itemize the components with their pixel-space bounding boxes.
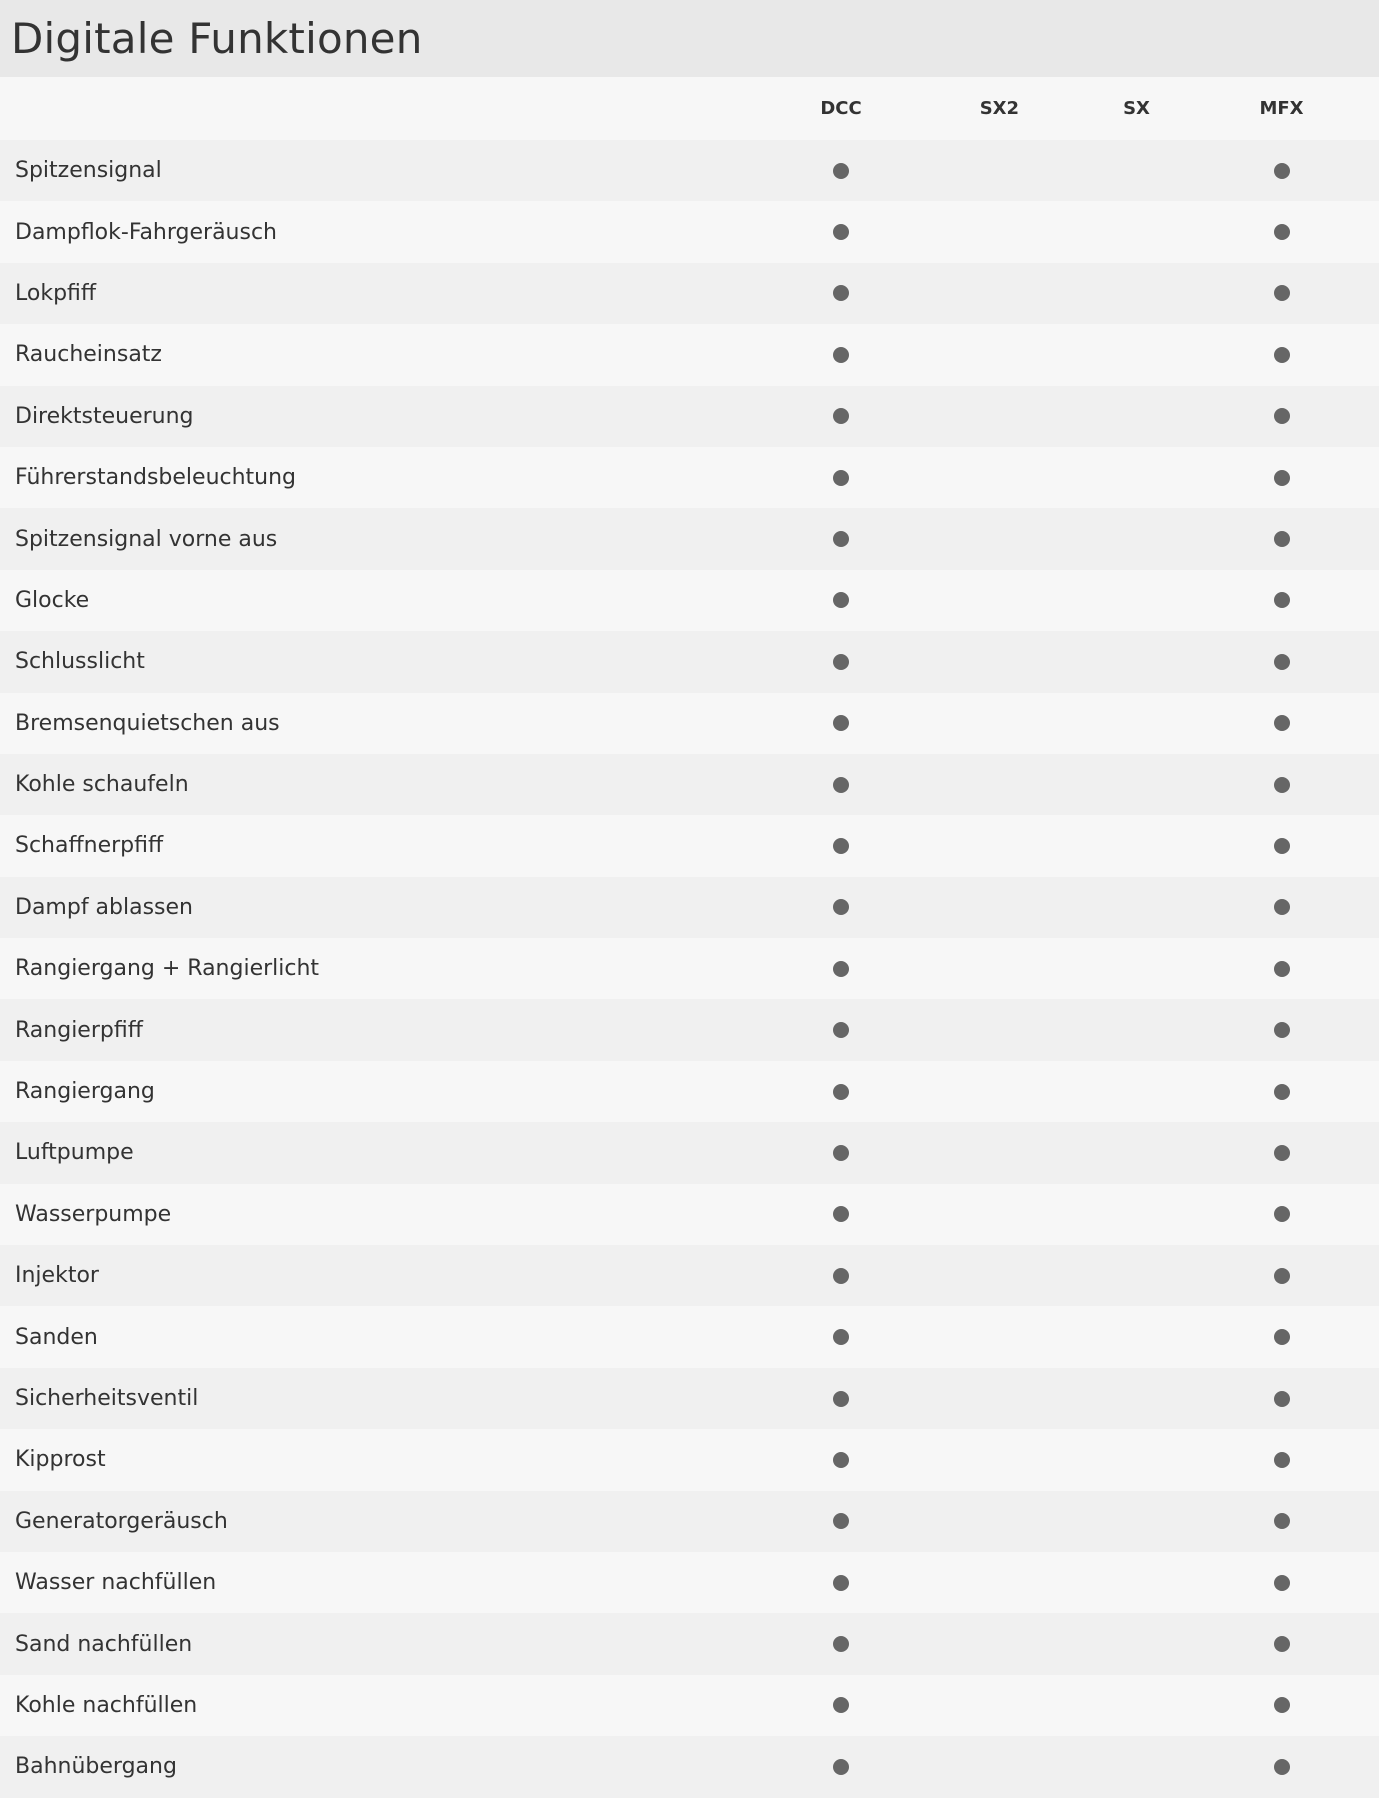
function-label: Schlusslicht bbox=[15, 649, 145, 675]
supported-dot-icon bbox=[833, 1206, 849, 1222]
support-cell-mfx bbox=[1184, 1084, 1379, 1100]
support-cell-dcc bbox=[772, 470, 910, 486]
table-row bbox=[0, 938, 1379, 999]
supported-dot-icon bbox=[833, 899, 849, 915]
supported-dot-icon bbox=[1274, 1575, 1290, 1591]
supported-dot-icon bbox=[833, 838, 849, 854]
supported-dot-icon bbox=[1274, 1268, 1290, 1284]
table-row bbox=[0, 815, 1379, 876]
support-cell-dcc bbox=[772, 899, 910, 915]
supported-dot-icon bbox=[833, 592, 849, 608]
table-row bbox=[0, 1491, 1379, 1552]
support-cell-mfx bbox=[1184, 1636, 1379, 1652]
function-label: Sand nachfüllen bbox=[15, 1631, 193, 1657]
supported-dot-icon bbox=[1274, 838, 1290, 854]
support-cell-mfx bbox=[1184, 654, 1379, 670]
function-label: Glocke bbox=[15, 587, 90, 613]
support-cell-dcc bbox=[772, 1268, 910, 1284]
function-label: Rangiergang + Rangierlicht bbox=[15, 956, 320, 982]
support-cell-mfx bbox=[1184, 1697, 1379, 1713]
table-row bbox=[0, 754, 1379, 815]
table-row bbox=[0, 1368, 1379, 1429]
table-header-row bbox=[0, 77, 1379, 140]
supported-dot-icon bbox=[1274, 1636, 1290, 1652]
table-row bbox=[0, 201, 1379, 262]
supported-dot-icon bbox=[833, 777, 849, 793]
support-cell-mfx bbox=[1184, 592, 1379, 608]
supported-dot-icon bbox=[1274, 961, 1290, 977]
supported-dot-icon bbox=[1274, 347, 1290, 363]
supported-dot-icon bbox=[1274, 224, 1290, 240]
supported-dot-icon bbox=[1274, 654, 1290, 670]
support-cell-mfx bbox=[1184, 777, 1379, 793]
table-row bbox=[0, 1736, 1379, 1797]
support-cell-mfx bbox=[1184, 1268, 1379, 1284]
function-label: Bahnübergang bbox=[15, 1754, 177, 1780]
supported-dot-icon bbox=[833, 654, 849, 670]
support-cell-mfx bbox=[1184, 347, 1379, 363]
function-label: Luftpumpe bbox=[15, 1140, 134, 1166]
supported-dot-icon bbox=[833, 1697, 849, 1713]
support-cell-dcc bbox=[772, 1206, 910, 1222]
support-cell-dcc bbox=[772, 1636, 910, 1652]
support-cell-mfx bbox=[1184, 408, 1379, 424]
supported-dot-icon bbox=[1274, 285, 1290, 301]
support-cell-dcc bbox=[772, 347, 910, 363]
support-cell-dcc bbox=[772, 1329, 910, 1345]
column-header-dcc: DCC bbox=[820, 98, 862, 119]
function-label: Rangiergang bbox=[15, 1079, 155, 1105]
supported-dot-icon bbox=[833, 1329, 849, 1345]
support-cell-mfx bbox=[1184, 1329, 1379, 1345]
support-cell-mfx bbox=[1184, 285, 1379, 301]
supported-dot-icon bbox=[833, 715, 849, 731]
table-row bbox=[0, 1306, 1379, 1367]
function-label: Dampf ablassen bbox=[15, 894, 193, 920]
function-label: Kohle nachfüllen bbox=[15, 1692, 198, 1718]
column-header-sx: SX bbox=[1123, 98, 1150, 119]
supported-dot-icon bbox=[833, 1145, 849, 1161]
support-cell-dcc bbox=[772, 715, 910, 731]
support-cell-mfx bbox=[1184, 1391, 1379, 1407]
supported-dot-icon bbox=[1274, 899, 1290, 915]
section-header bbox=[0, 0, 1379, 77]
function-label: Wasserpumpe bbox=[15, 1201, 172, 1227]
function-label: Raucheinsatz bbox=[15, 342, 162, 368]
support-cell-mfx bbox=[1184, 961, 1379, 977]
support-cell-dcc bbox=[772, 531, 910, 547]
support-cell-mfx bbox=[1184, 1759, 1379, 1775]
supported-dot-icon bbox=[833, 470, 849, 486]
function-label: Lokpfiff bbox=[15, 280, 97, 306]
table-row bbox=[0, 999, 1379, 1060]
support-cell-dcc bbox=[772, 408, 910, 424]
supported-dot-icon bbox=[833, 1759, 849, 1775]
support-cell-mfx bbox=[1184, 1022, 1379, 1038]
table-row bbox=[0, 1245, 1379, 1306]
supported-dot-icon bbox=[833, 285, 849, 301]
functions-table bbox=[0, 77, 1379, 1798]
column-header-mfx: MFX bbox=[1259, 98, 1304, 119]
table-body bbox=[0, 140, 1379, 1798]
support-cell-mfx bbox=[1184, 1206, 1379, 1222]
supported-dot-icon bbox=[833, 1022, 849, 1038]
supported-dot-icon bbox=[1274, 1759, 1290, 1775]
function-label: Spitzensignal vorne aus bbox=[15, 526, 278, 552]
supported-dot-icon bbox=[833, 408, 849, 424]
table-row bbox=[0, 570, 1379, 631]
table-row bbox=[0, 877, 1379, 938]
function-label: Schaffnerpfiff bbox=[15, 833, 164, 859]
supported-dot-icon bbox=[833, 531, 849, 547]
support-cell-dcc bbox=[772, 285, 910, 301]
support-cell-dcc bbox=[772, 1759, 910, 1775]
table-row bbox=[0, 1429, 1379, 1490]
supported-dot-icon bbox=[1274, 1206, 1290, 1222]
supported-dot-icon bbox=[1274, 1084, 1290, 1100]
table-row bbox=[0, 447, 1379, 508]
support-cell-dcc bbox=[772, 1084, 910, 1100]
function-label: Injektor bbox=[15, 1263, 99, 1289]
supported-dot-icon bbox=[1274, 1329, 1290, 1345]
support-cell-mfx bbox=[1184, 1575, 1379, 1591]
support-cell-dcc bbox=[772, 1513, 910, 1529]
supported-dot-icon bbox=[1274, 408, 1290, 424]
function-label: Dampflok-Fahrgeräusch bbox=[15, 219, 278, 245]
support-cell-dcc bbox=[772, 1452, 910, 1468]
function-label: Direktsteuerung bbox=[15, 403, 194, 429]
table-row bbox=[0, 1122, 1379, 1183]
supported-dot-icon bbox=[833, 347, 849, 363]
page-title: Digitale Funktionen bbox=[11, 14, 423, 63]
table-row bbox=[0, 631, 1379, 692]
supported-dot-icon bbox=[833, 1636, 849, 1652]
supported-dot-icon bbox=[833, 224, 849, 240]
function-label: Sanden bbox=[15, 1324, 98, 1350]
support-cell-dcc bbox=[772, 838, 910, 854]
support-cell-mfx bbox=[1184, 899, 1379, 915]
support-cell-dcc bbox=[772, 777, 910, 793]
table-row bbox=[0, 1552, 1379, 1613]
function-label: Generatorgeräusch bbox=[15, 1508, 228, 1534]
supported-dot-icon bbox=[1274, 1452, 1290, 1468]
support-cell-dcc bbox=[772, 1575, 910, 1591]
supported-dot-icon bbox=[1274, 715, 1290, 731]
support-cell-dcc bbox=[772, 1391, 910, 1407]
table-row bbox=[0, 1061, 1379, 1122]
support-cell-mfx bbox=[1184, 470, 1379, 486]
function-label: Kipprost bbox=[15, 1447, 106, 1473]
supported-dot-icon bbox=[833, 1391, 849, 1407]
table-row bbox=[0, 140, 1379, 201]
table-row bbox=[0, 693, 1379, 754]
support-cell-dcc bbox=[772, 654, 910, 670]
support-cell-mfx bbox=[1184, 1145, 1379, 1161]
supported-dot-icon bbox=[833, 1084, 849, 1100]
support-cell-dcc bbox=[772, 961, 910, 977]
support-cell-dcc bbox=[772, 163, 910, 179]
supported-dot-icon bbox=[833, 961, 849, 977]
function-label: Bremsenquietschen aus bbox=[15, 710, 280, 736]
support-cell-dcc bbox=[772, 1697, 910, 1713]
support-cell-dcc bbox=[772, 592, 910, 608]
support-cell-mfx bbox=[1184, 163, 1379, 179]
support-cell-mfx bbox=[1184, 1513, 1379, 1529]
supported-dot-icon bbox=[833, 1513, 849, 1529]
supported-dot-icon bbox=[1274, 1513, 1290, 1529]
support-cell-mfx bbox=[1184, 1452, 1379, 1468]
supported-dot-icon bbox=[833, 1268, 849, 1284]
function-label: Sicherheitsventil bbox=[15, 1386, 199, 1411]
supported-dot-icon bbox=[833, 1575, 849, 1591]
supported-dot-icon bbox=[1274, 470, 1290, 486]
supported-dot-icon bbox=[1274, 1022, 1290, 1038]
table-row bbox=[0, 263, 1379, 324]
support-cell-mfx bbox=[1184, 715, 1379, 731]
support-cell-dcc bbox=[772, 1022, 910, 1038]
supported-dot-icon bbox=[833, 163, 849, 179]
supported-dot-icon bbox=[1274, 1145, 1290, 1161]
function-label: Spitzensignal bbox=[15, 158, 162, 184]
supported-dot-icon bbox=[1274, 592, 1290, 608]
support-cell-dcc bbox=[772, 1145, 910, 1161]
support-cell-mfx bbox=[1184, 838, 1379, 854]
table-row bbox=[0, 386, 1379, 447]
table-row bbox=[0, 508, 1379, 569]
supported-dot-icon bbox=[1274, 1391, 1290, 1407]
function-label: Wasser nachfüllen bbox=[15, 1570, 217, 1596]
support-cell-mfx bbox=[1184, 531, 1379, 547]
supported-dot-icon bbox=[833, 1452, 849, 1468]
function-label: Rangierpfiff bbox=[15, 1017, 143, 1043]
function-label: Kohle schaufeln bbox=[15, 772, 189, 798]
column-header-sx2: SX2 bbox=[979, 98, 1020, 119]
support-cell-dcc bbox=[772, 224, 910, 240]
supported-dot-icon bbox=[1274, 1697, 1290, 1713]
supported-dot-icon bbox=[1274, 163, 1290, 179]
support-cell-mfx bbox=[1184, 224, 1379, 240]
supported-dot-icon bbox=[1274, 531, 1290, 547]
table-row bbox=[0, 1613, 1379, 1674]
table-row bbox=[0, 1184, 1379, 1245]
table-row bbox=[0, 1675, 1379, 1736]
table-row bbox=[0, 324, 1379, 385]
supported-dot-icon bbox=[1274, 777, 1290, 793]
function-label: Führerstandsbeleuchtung bbox=[15, 465, 297, 491]
